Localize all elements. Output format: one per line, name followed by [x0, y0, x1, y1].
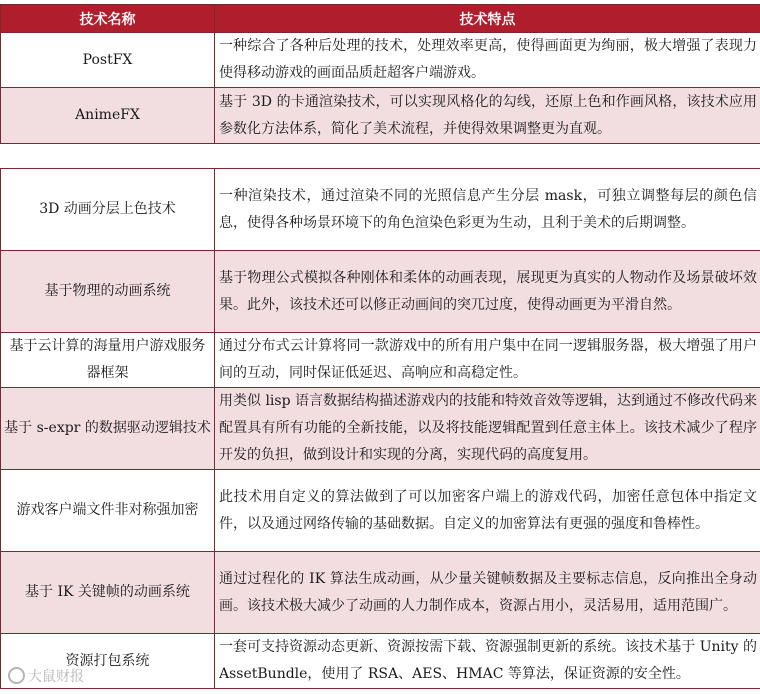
tech-name-cell: PostFX [1, 33, 215, 88]
header-row [1, 5, 760, 33]
tech-name-cell: 3D 动画分层上色技术 [1, 169, 215, 251]
tech-desc-cell: 一种综合了各种后处理的技术，处理效率更高，使得画面更为绚丽，极大增强了表现力使得移动游戏的画面品质赶超客户端游戏。 [215, 33, 760, 88]
tech-desc-cell: 通过分布式云计算将同一款游戏中的所有用户集中在同一逻辑服务器，极大增强了用户间的互动，同时保证低延迟、高响应和高稳定性。 [215, 333, 760, 388]
tech-desc-cell: 基于 3D 的卡通渲染技术，可以实现风格化的勾线，还原上色和作画风格，该技术应用参数化方法体系，简化了美术流程，并使得效果调整更为直观。 [215, 88, 760, 144]
page-gap [0, 156, 760, 168]
tech-name-cell: 基于 s-expr 的数据驱动逻辑技术 [1, 388, 215, 470]
header-tech-name: 技术名称 [1, 5, 215, 33]
tech-table-bottom [0, 168, 760, 689]
table-row [1, 552, 760, 634]
table-row [1, 333, 760, 388]
tech-desc-cell: 通过过程化的 IK 算法生成动画，从少量关键帧数据及主要标志信息，反向推出全身动画。该技术极大减少了动画的人力制作成本，资源占用小，灵活易用，适用范围广。 [215, 552, 760, 634]
watermark-text: 大鼠财报 [28, 669, 84, 685]
table-row [1, 33, 760, 88]
tech-desc-cell: 一种渲染技术，通过渲染不同的光照信息产生分层 mask，可独立调整每层的颜色信息，使得各种场景环境下的角色渲染色彩更为生动，且利于美术的后期调整。 [215, 169, 760, 251]
tech-name-cell: 基于物理的动画系统 [1, 251, 215, 333]
tech-desc-cell: 此技术用自定义的算法做到了可以加密客户端上的游戏代码，加密任意包体中指定文件，以及通过网络传输的基础数据。自定义的加密算法有更强的强度和鲁棒性。 [215, 470, 760, 552]
header-tech-features: 技术特点 [215, 5, 760, 33]
tech-name-cell: AnimeFX [1, 88, 215, 144]
tech-desc-cell: 基于物理公式模拟各种刚体和柔体的动画表现，展现更为真实的人物动作及场景破坏效果。此外，该技术还可以修正动画间的突兀过度，使得动画更为平滑自然。 [215, 251, 760, 333]
table-row [1, 470, 760, 552]
tech-desc-cell: 一套可支持资源动态更新、资源按需下载、资源强制更新的系统。该技术基于 Unity 的 AssetBundle，使用了 RSA、AES、HMAC 等算法，保证资源的安全性。 [215, 634, 760, 689]
tech-name-cell: 基于云计算的海量用户游戏服务器框架 [1, 333, 215, 388]
table-row [1, 251, 760, 333]
table-row [1, 169, 760, 251]
table-row [1, 634, 760, 689]
tech-name-cell: 游戏客户端文件非对称强加密 [1, 470, 215, 552]
tech-table-top [0, 4, 760, 144]
table-row [1, 88, 760, 144]
table-row [1, 388, 760, 470]
tech-name-cell: 资源打包系统 [1, 634, 215, 689]
tech-name-cell: 基于 IK 关键帧的动画系统 [1, 552, 215, 634]
tech-desc-cell: 用类似 lisp 语言数据结构描述游戏内的技能和特效音效等逻辑，达到通过不修改代码来配置具有所有功能的全新技能，以及将技能逻辑配置到任意主体上。该技术减少了程序开发的负担，做到设计和实现的分离，实现代码的高度复用。 [215, 388, 760, 470]
